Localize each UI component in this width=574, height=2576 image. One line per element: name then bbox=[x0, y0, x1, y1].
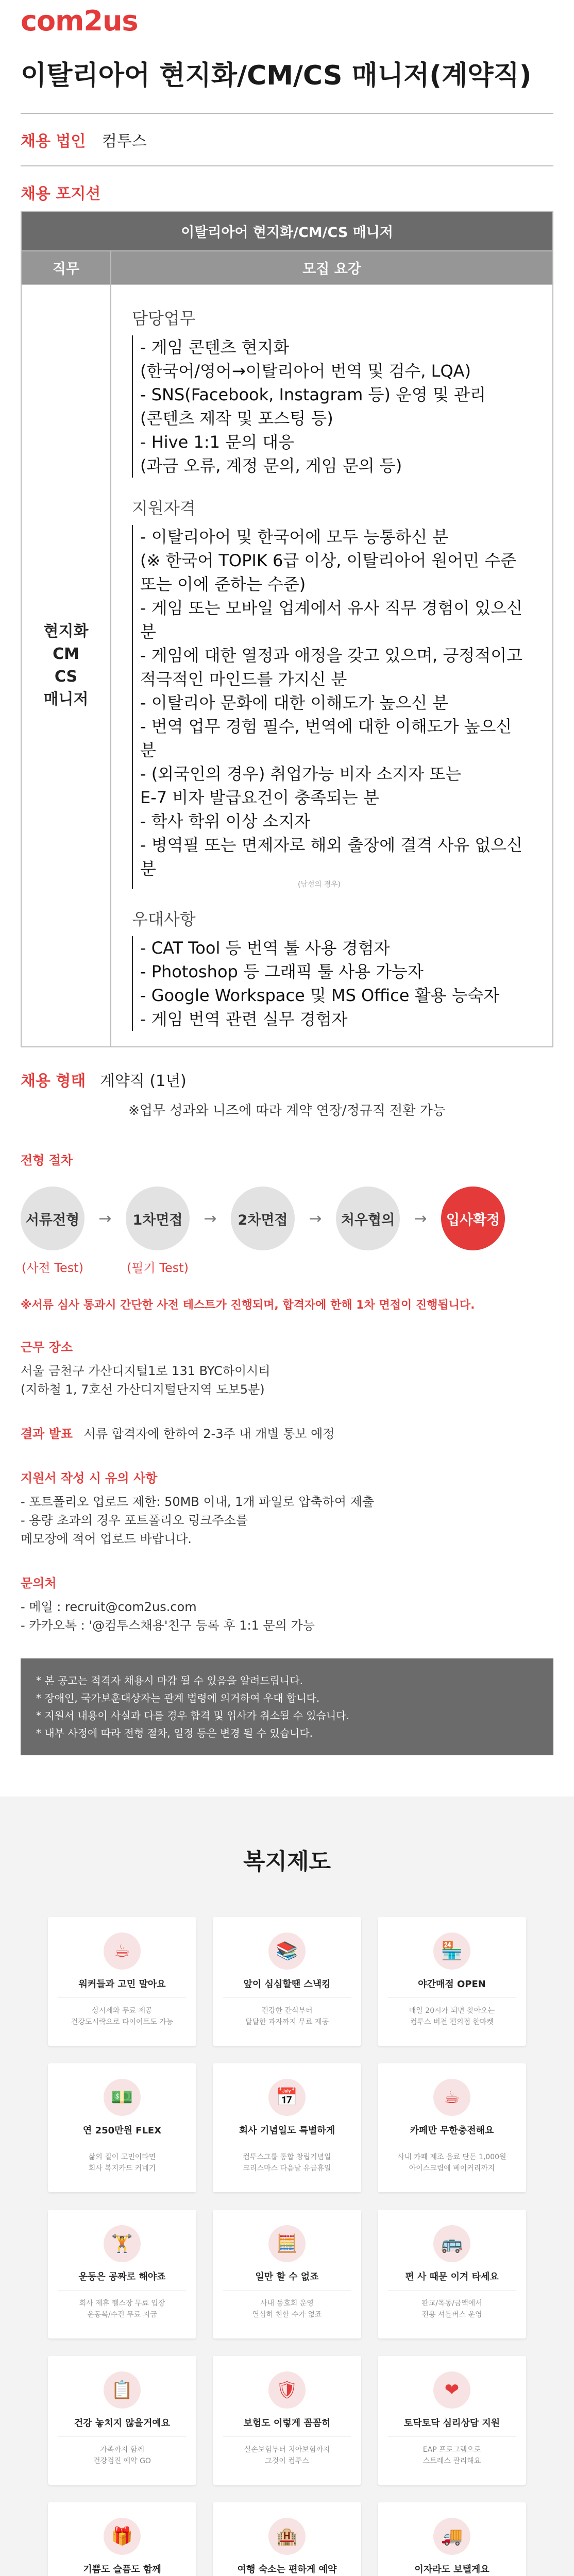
position-table-title: 이탈리아어 현지화/CM/CS 매니저 bbox=[21, 211, 553, 251]
contact-email[interactable]: - 메일 : recruit@com2us.com bbox=[21, 1600, 197, 1614]
notice-line: - 용량 초과의 경우 포트폴리오 링크주소를 bbox=[21, 1513, 248, 1528]
preferred-item: - CAT Tool 등 번역 툴 사용 경험자 bbox=[140, 938, 390, 958]
welfare-card-title: 연 250만원 FLEX bbox=[58, 2123, 186, 2144]
welfare-card-desc: 판교/목동/금액에서 전용 셔틀버스 운영 bbox=[421, 2299, 482, 2319]
result-title: 결과 발표 bbox=[21, 1427, 73, 1441]
process-title: 전형 절차 bbox=[21, 1153, 73, 1167]
welfare-card bbox=[48, 2356, 196, 2485]
col-req-header: 모집 요강 bbox=[111, 251, 553, 284]
welfare-card-title: 운동은 공짜로 해야죠 bbox=[58, 2269, 186, 2291]
job-name-line: CM bbox=[53, 645, 79, 663]
welfare-card-desc: 건강한 간식부터 달달한 과자까지 무료 제공 bbox=[245, 2007, 329, 2026]
duty-item: - SNS(Facebook, Instagram 등) 운영 및 관리 bbox=[140, 385, 486, 404]
welfare-card-desc: EAP 프로그램으로 스트레스 관리해요 bbox=[423, 2446, 481, 2465]
notice-line: - 포트폴리오 업로드 제한: 50MB 이내, 1개 파일로 압축하여 제출 bbox=[21, 1495, 375, 1509]
process-step-final: 입사확정 bbox=[441, 1187, 505, 1250]
arrow-right-icon: → bbox=[204, 1209, 217, 1228]
qualification-item: - 병역필 또는 면제자로 해외 출장에 결격 사유 없으신 분 bbox=[140, 835, 523, 878]
welfare-card-desc: 상시세와 무료 제공 건강도시락으로 다이어트도 가능 bbox=[71, 2007, 174, 2026]
position-section bbox=[21, 166, 553, 204]
book-icon: 📚 bbox=[268, 1933, 306, 1970]
welfare-card-desc: 사내 카페 제조 음료 단돈 1,000원 아이스크림에 베이커리까지 bbox=[397, 2153, 507, 2173]
welfare-card-desc: 실손보험부터 치아보험까지 그것이 컴투스 bbox=[244, 2446, 330, 2465]
qualification-item: - (외국인의 경우) 취업가능 비자 소지자 또는 bbox=[140, 764, 462, 784]
welfare-card bbox=[213, 1917, 361, 2046]
location-title: 근무 장소 bbox=[21, 1340, 73, 1354]
duty-item: (과금 오류, 계정 문의, 게임 문의 등) bbox=[140, 456, 402, 476]
welfare-card bbox=[213, 2356, 361, 2485]
heart-icon: ❤ bbox=[433, 2371, 470, 2409]
qualification-item: - 게임 또는 모바일 업계에서 유사 직무 경험이 있으신 분 bbox=[140, 598, 523, 641]
shield-icon: 🛡 bbox=[268, 2371, 306, 2409]
welfare-card bbox=[213, 2063, 361, 2192]
process-step: 서류전형 bbox=[21, 1187, 85, 1250]
job-name-line: 현지화 bbox=[43, 622, 89, 640]
qualification-item: E-7 비자 발급요건이 충족되는 분 bbox=[140, 788, 379, 807]
gift-icon: 🎁 bbox=[104, 2518, 141, 2555]
welfare-card bbox=[378, 1917, 526, 2046]
contact-title: 문의처 bbox=[21, 1576, 57, 1590]
welfare-card-title: 기쁨도 슬픔도 함께 bbox=[58, 2562, 186, 2576]
process-subtexts bbox=[21, 1258, 553, 1276]
cafe-icon: ☕ bbox=[433, 2079, 470, 2116]
company-label: 채용 법인 bbox=[21, 132, 86, 150]
welfare-card bbox=[48, 2502, 196, 2576]
result-text: 서류 합격자에 한하여 2-3주 내 개별 통보 예정 bbox=[83, 1427, 335, 1441]
location-block bbox=[21, 1338, 553, 1399]
page-title: 이탈리아어 현지화/CM/CS 매니저(계약직) bbox=[21, 60, 532, 91]
duty-item: (한국어/영어→이탈리아어 번역 및 검수, LQA) bbox=[140, 361, 471, 381]
welfare-title: 복지제도 bbox=[243, 1849, 331, 1875]
preferred-item: - Google Workspace 및 MS Office 활용 능숙자 bbox=[140, 986, 500, 1005]
duty-item: - Hive 1:1 문의 대응 bbox=[140, 432, 294, 452]
brand-logo: com2us bbox=[21, 4, 138, 37]
header-logo[interactable] bbox=[21, 0, 553, 41]
position-label: 채용 포지션 bbox=[21, 185, 101, 203]
company-value: 컴투스 bbox=[102, 132, 147, 150]
welfare-card bbox=[378, 2502, 526, 2576]
notice-block bbox=[21, 1469, 553, 1548]
employment-note: ※업무 성과와 니즈에 따라 계약 연장/정규직 전환 가능 bbox=[128, 1103, 446, 1118]
welfare-card-title: 일만 할 수 없죠 bbox=[223, 2269, 351, 2291]
welfare-grid bbox=[0, 1917, 574, 2576]
process-step: 1차면접 bbox=[126, 1187, 190, 1250]
company-row bbox=[21, 114, 553, 165]
process-steps bbox=[21, 1187, 553, 1250]
bus-icon: 🚌 bbox=[433, 2225, 470, 2262]
arrow-right-icon: → bbox=[98, 1209, 112, 1228]
money-icon: 💵 bbox=[104, 2079, 141, 2116]
calendar-icon: 📅 bbox=[268, 2079, 306, 2116]
welfare-card-desc: 회사 제휴 헬스장 무료 입장 운동복/수건 무료 지급 bbox=[79, 2299, 165, 2319]
process-step: 2차면접 bbox=[231, 1187, 295, 1250]
qualification-item: - 이탈리아 문화에 대한 이해도가 높으신 분 bbox=[140, 693, 449, 713]
preferred-title: 우대사항 bbox=[132, 909, 196, 929]
clipboard-icon: 📋 bbox=[104, 2371, 141, 2409]
welfare-card-desc: 가족까지 함께 건강검진 예약 GO bbox=[93, 2446, 151, 2465]
welfare-card bbox=[378, 2063, 526, 2192]
process-subtext: (사전 Test) bbox=[22, 1261, 83, 1275]
duty-item: (콘텐츠 제작 및 포스팅 등) bbox=[140, 409, 333, 428]
qualification-item: - 게임에 대한 열정과 애정을 갖고 있으며, 긍정적이고 bbox=[140, 646, 523, 665]
welfare-card-title: 카페만 무한충전해요 bbox=[388, 2123, 516, 2144]
col-job-header: 직무 bbox=[21, 251, 111, 284]
welfare-card bbox=[48, 2063, 196, 2192]
process-warning: ※서류 심사 통과시 간단한 사전 테스트가 진행되며, 합격자에 한해 1차 면접이 진행됩니다. bbox=[21, 1299, 475, 1312]
notice-box-line: * 본 공고는 적격자 채용시 마감 될 수 있음을 알려드립니다. bbox=[36, 1674, 303, 1687]
process-step: 처우협의 bbox=[336, 1187, 400, 1250]
moving-icon: 🚚 bbox=[433, 2518, 470, 2555]
contact-block bbox=[21, 1574, 553, 1635]
welfare-card bbox=[378, 2356, 526, 2485]
notice-box bbox=[21, 1658, 553, 1755]
welfare-card bbox=[213, 2502, 361, 2576]
job-name-line: CS bbox=[54, 668, 78, 686]
welfare-card bbox=[213, 2210, 361, 2338]
benefits-section bbox=[0, 1797, 574, 2576]
welfare-card-desc: 삶의 질이 고민이라면 회사 복지카드 커네기 bbox=[88, 2153, 156, 2173]
result-block bbox=[21, 1425, 553, 1443]
duties-title: 담당업무 bbox=[132, 309, 196, 328]
welfare-card-title: 여행 숙소는 편하게 예약 bbox=[223, 2562, 351, 2576]
qualification-item: - 이탈리아어 및 한국어에 모두 능통하신 분 bbox=[140, 527, 449, 547]
employment-row bbox=[21, 1047, 553, 1091]
preferred-item: - 게임 번역 관련 실무 경험자 bbox=[140, 1009, 348, 1029]
welfare-card-desc: 컴투스그룹 통합 창립기념일 크리스마스 다음날 유급휴일 bbox=[243, 2153, 331, 2173]
hotel-icon: 🏨 bbox=[268, 2518, 306, 2555]
duty-item: - 게임 콘텐츠 현지화 bbox=[140, 337, 290, 357]
qualifications-title: 지원자격 bbox=[132, 498, 196, 518]
welfare-card-title: 야간매점 OPEN bbox=[388, 1977, 516, 1998]
location-line: 서울 금천구 가산디지털1로 131 BYC하이시티 bbox=[21, 1364, 271, 1378]
welfare-card-desc: 사내 동호회 운영 열심히 친할 수가 없죠 bbox=[252, 2299, 322, 2319]
location-line: (지하철 1, 7호선 가산디지털단지역 도보5분) bbox=[21, 1382, 265, 1397]
notice-box-line: * 지원서 내용이 사실과 다를 경우 합격 및 입사가 취소될 수 있습니다. bbox=[36, 1709, 349, 1722]
notice-line: 메모장에 적어 업로드 바랍니다. bbox=[21, 1532, 192, 1546]
welfare-card-title: 이자라도 보탤게요 bbox=[388, 2562, 516, 2576]
job-name-line: 매니저 bbox=[43, 690, 89, 708]
preferred-item: - Photoshop 등 그래픽 툴 사용 가능자 bbox=[140, 962, 424, 981]
welfare-card-title: 건강 놓치지 않을거예요 bbox=[58, 2416, 186, 2437]
welfare-card-title: 회사 기념일도 특별하게 bbox=[223, 2123, 351, 2144]
position-table bbox=[21, 211, 553, 1047]
notice-box-line: * 내부 사정에 따라 전형 절차, 일정 등은 변경 될 수 있습니다. bbox=[36, 1727, 313, 1739]
qualification-item: - 번역 업무 경험 필수, 번역에 대한 이해도가 높으신 분 bbox=[140, 717, 512, 760]
arrow-right-icon: → bbox=[414, 1209, 427, 1228]
employment-value: 계약직 (1년) bbox=[99, 1072, 187, 1090]
welfare-card-title: 편 사 때문 이겨 타세요 bbox=[388, 2269, 516, 2291]
requirements-cell bbox=[111, 284, 553, 1047]
welfare-card-title: 워커들과 고민 말아요 bbox=[58, 1977, 186, 1998]
qualification-item: 적극적인 마인드를 가지신 분 bbox=[140, 669, 347, 689]
duties-group bbox=[132, 306, 532, 478]
welfare-card-title: 보험도 이렇게 꼼꼼히 bbox=[223, 2416, 351, 2437]
qualifications-group bbox=[132, 495, 532, 889]
qualification-item: (※ 한국어 TOPIK 6급 이상, 이탈리아어 원어민 수준 bbox=[140, 551, 517, 570]
welfare-card bbox=[48, 1917, 196, 2046]
process-subtext: (필기 Test) bbox=[127, 1261, 189, 1275]
job-name-cell bbox=[21, 284, 111, 1047]
dumbbell-icon: 🏋 bbox=[104, 2225, 141, 2262]
qualification-item: - 학사 학위 이상 소지자 bbox=[140, 811, 311, 831]
welfare-card bbox=[48, 2210, 196, 2338]
arrow-right-icon: → bbox=[309, 1209, 322, 1228]
employment-label: 채용 형태 bbox=[21, 1072, 86, 1090]
notice-title: 지원서 작성 시 유의 사항 bbox=[21, 1471, 158, 1485]
welfare-card-desc: 매일 20시가 되면 찾아오는 컴투스 버전 편의점 한마켓 bbox=[409, 2007, 495, 2026]
preferred-group bbox=[132, 906, 532, 1031]
welfare-card-title: 토닥토닥 심리상담 지원 bbox=[388, 2416, 516, 2437]
welfare-card-title: 앞이 심심할땐 스낵킹 bbox=[223, 1977, 351, 1998]
welfare-card bbox=[378, 2210, 526, 2338]
qualification-footnote: (남성의 경우) bbox=[298, 880, 341, 889]
qualification-item: 또는 이에 준하는 수준) bbox=[140, 574, 306, 594]
coffee-icon: ☕ bbox=[104, 1933, 141, 1970]
store-icon: 🏪 bbox=[433, 1933, 470, 1970]
calculator-icon: 🧮 bbox=[268, 2225, 306, 2262]
contact-kakao: - 카카오톡 : '@컴투스채용'친구 등록 후 1:1 문의 가능 bbox=[21, 1618, 315, 1633]
notice-box-line: * 장애인, 국가보훈대상자는 관계 법령에 의거하여 우대 합니다. bbox=[36, 1692, 320, 1704]
